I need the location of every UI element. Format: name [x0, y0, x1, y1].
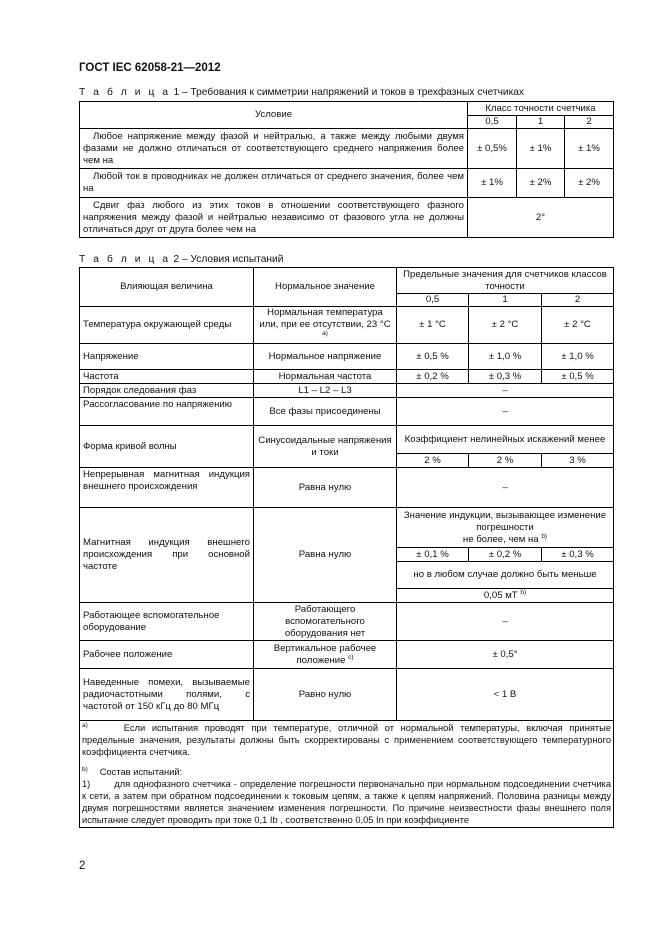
t2-voltage-name: Напряжение — [80, 344, 254, 370]
footnote-a — [82, 722, 611, 758]
t2-waveform-name: Форма кривой волны — [80, 426, 254, 468]
t2-acfield-normal: Равна нулю — [254, 508, 397, 603]
t2-unbalance-name: Рассогласование по напряжению — [80, 398, 254, 426]
t1-row1-v1: ± 0,5% — [468, 129, 517, 169]
t2-dcfield-span: – — [397, 468, 614, 508]
table2 — [79, 267, 614, 828]
t2-voltage-v2: ± 1,0 % — [469, 344, 542, 370]
t1-class-1: 1 — [517, 116, 565, 129]
table1-caption-text: 1 – Требования к симметрии напряжений и токов в трехфазных счетчиках — [170, 87, 525, 98]
t2-phase-normal: L1 – L2 – L3 — [254, 384, 397, 398]
t2-temp-v3: ± 2 °C — [542, 307, 614, 344]
table2-caption-word: Т а б л и ц а — [79, 254, 171, 265]
t2-phase-span: – — [397, 384, 614, 398]
table1 — [79, 101, 614, 238]
footnote-a-text: Если испытания проводят при температуре, отличной от нормальной температуры, включая принятые предельные значения, результаты должны быть скорректированы с применением соответствующего температурного коэффициента счетчика. — [82, 723, 611, 757]
t2-unbalance-normal: Все фазы присоединены — [254, 398, 397, 426]
footnote-b-text: для однофазного счетчика - определение погрешности первоначально при нормальном подсоединении счетчика к сети, а затем при обратном подсоединении к токовым цепям, а также к цепям напряжений. Половина разницы между двумя погрешностями является значением изменения погрешности. По причине неизвестности фазы внешнего поля испытание следует проводить при токе 0,1 Ib , соответственно 0,05 In при коэффициенте — [82, 779, 611, 825]
t2-acfield-name: Магнитная индукция внешнего происхождения при основной частоте — [80, 508, 254, 603]
t2-class-1: 1 — [469, 294, 542, 307]
footnote-b-mark: b) — [82, 765, 88, 773]
page-number: 2 — [79, 860, 86, 872]
t1-class-05: 0,5 — [468, 116, 517, 129]
t2-rf-normal: Равно нулю — [254, 669, 397, 721]
footnote-c-ref: c) — [348, 653, 354, 661]
t2-class-2: 2 — [542, 294, 614, 307]
t2-position-normal — [254, 641, 397, 669]
t2-rf-name: Наведенные помехи, вызываемые радиочастотными полями, с частотой от 150 кГц до 80 МГц — [80, 669, 254, 721]
t1-row1-v3: ± 1% — [565, 129, 614, 169]
t2-temp-normal-text: Нормальная температура или, при ее отсутствии, 23 °C — [259, 307, 391, 330]
t2-acfield-v2: ± 0,2 % — [469, 548, 542, 562]
footnote-b-item-number: 1) — [82, 779, 91, 789]
t2-waveform-v1: 2 % — [397, 454, 469, 468]
table1-caption — [79, 87, 524, 98]
footnote-b-title: Состав испытаний: — [99, 767, 183, 777]
table1-caption-word: Т а б л и ц а — [79, 87, 171, 98]
t2-voltage-v3: ± 1,0 % — [542, 344, 614, 370]
t1-row3-text: Сдвиг фаз любого из этих токов в отношении соответствующего фазного напряжения между фазой и нейтралью независимо от фазового угла не должны отличаться друг от друга более чем на — [80, 198, 468, 238]
t2-frequency-v3: ± 0,5 % — [542, 370, 614, 384]
t1-class-2: 2 — [565, 116, 614, 129]
t2-frequency-name: Частота — [80, 370, 254, 384]
footnote-a-ref: a) — [322, 329, 328, 337]
t2-class-05: 0,5 — [397, 294, 469, 307]
t2-acfield-limit-c: но в любом случае должно быть меньше — [397, 562, 614, 589]
t2-temp-name: Температура окружающей среды — [80, 307, 254, 344]
t2-position-span: ± 0,5° — [397, 641, 614, 669]
t2-temp-v2: ± 2 °C — [469, 307, 542, 344]
table2-caption-text: 2 – Условия испытаний — [170, 254, 284, 265]
t2-acfield-limit-d-cell — [397, 589, 614, 603]
t2-acfield-limit-a: Значение индукции, вызывающее изменение погрешности — [403, 509, 607, 533]
t1-row1-v2: ± 1% — [517, 129, 565, 169]
t1-row2-v3: ± 2% — [565, 169, 614, 198]
t2-acfield-v3: ± 0,3 % — [542, 548, 614, 562]
footnote-b-ref: b) — [541, 532, 548, 540]
t2-unbalance-span: – — [397, 398, 614, 426]
footnote-b-title-line — [82, 766, 611, 778]
t2-header-quantity: Влияющая величина — [80, 268, 254, 307]
t2-acfield-limit-d: 0,05 мТ — [483, 589, 518, 601]
t1-header-class: Класс точности счетчика — [468, 102, 614, 116]
t2-phase-name: Порядок следования фаз — [80, 384, 254, 398]
t2-waveform-limit: Коэффициент нелинейных искажений менее — [397, 426, 614, 454]
footnote-a-mark: a) — [82, 721, 88, 729]
t2-position-normal-text: Вертикальное рабочее положение — [273, 642, 377, 666]
t2-frequency-normal: Нормальная частота — [254, 370, 397, 384]
t2-header-normal: Нормальное значение — [254, 268, 397, 307]
t1-row2-v1: ± 1% — [468, 169, 517, 198]
t2-dcfield-name: Непрерывная магнитная индукция внешнего происхождения — [80, 468, 254, 508]
t2-waveform-normal: Синусоидальные напряжения и токи — [254, 426, 397, 468]
t2-position-name: Рабочее положение — [80, 641, 254, 669]
t2-acfield-v1: ± 0,1 % — [397, 548, 469, 562]
t2-temp-normal — [254, 307, 397, 344]
t1-row2-text: Любой ток в проводниках не должен отличаться от среднего значения, более чем на — [80, 169, 468, 198]
t2-voltage-v1: ± 0,5 % — [397, 344, 469, 370]
t2-frequency-v2: ± 0,3 % — [469, 370, 542, 384]
t2-aux-span: – — [397, 603, 614, 641]
t2-waveform-v3: 3 % — [542, 454, 614, 468]
t2-aux-normal: Работающего вспомогательного оборудования нет — [254, 603, 397, 641]
table2-footnotes — [80, 721, 614, 828]
document-header: ГОСТ IEC 62058-21—2012 — [79, 62, 221, 74]
t1-header-condition: Условие — [80, 102, 468, 129]
t2-waveform-v2: 2 % — [469, 454, 542, 468]
t2-header-limits: Предельные значения для счетчиков классов точности — [397, 268, 614, 294]
t1-row3-span: 2° — [468, 198, 614, 238]
t2-temp-v1: ± 1 °C — [397, 307, 469, 344]
t2-voltage-normal: Нормальное напряжение — [254, 344, 397, 370]
t2-rf-span: < 1 В — [397, 669, 614, 721]
t1-row1-text: Любое напряжение между фазой и нейтралью, а также между любыми двумя фазами не должно отличаться от соответствующего среднего напряжения более чем на — [80, 129, 468, 169]
t2-acfield-limit-b: не более, чем на — [462, 533, 539, 545]
table2-caption — [79, 254, 283, 265]
footnote-b-item — [82, 778, 611, 826]
t1-row2-v2: ± 2% — [517, 169, 565, 198]
t2-acfield-limit — [397, 508, 614, 548]
footnote-b-ref-2: b) — [520, 588, 527, 596]
t2-dcfield-normal: Равна нулю — [254, 468, 397, 508]
t2-aux-name: Работающее вспомогательное оборудование — [80, 603, 254, 641]
t2-frequency-v1: ± 0,2 % — [397, 370, 469, 384]
